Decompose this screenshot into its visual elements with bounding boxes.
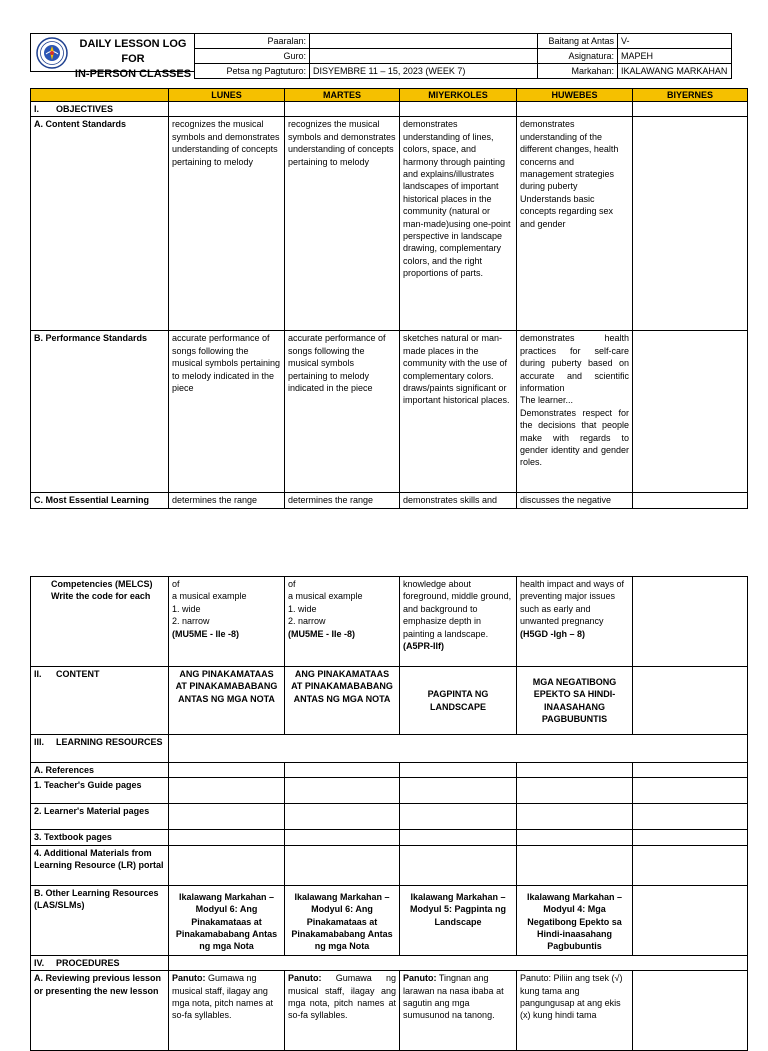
melc-cell: [633, 577, 748, 667]
melc-cell: discusses the negative: [517, 493, 633, 508]
teachers-guide-label: 1. Teacher's Guide pages: [31, 778, 169, 804]
lesson-log-title: [71, 37, 195, 82]
guro-value: [310, 49, 538, 64]
baitang-label: Baitang at Antas: [538, 34, 618, 49]
asignatura-label: Asignatura:: [538, 49, 618, 64]
learning-resources-label: III. LEARNING RESOURCES: [31, 735, 169, 763]
melc-row-start: [31, 493, 748, 508]
review-cell: Panuto: Gumawa ng musical staff, ilagay ang mga nota, pitch names at so-fa syllables.: [169, 971, 285, 1051]
corner-cell: [31, 89, 169, 102]
content-topic-cell: ANG PINAKAMATAAS AT PINAKAMABABANG ANTAS NG MGA NOTA: [169, 667, 285, 735]
performance-standard-cell: accurate performance of songs following the musical symbols pertaining to melody indicated in the piece: [285, 331, 400, 493]
review-cell: Panuto: Tingnan ang larawan na nasa ibaba at sagutin ang mga sumusunod na tanong.: [400, 971, 517, 1051]
textbook-pages-label: 3. Textbook pages: [31, 830, 169, 845]
day-lunes: LUNES: [169, 89, 285, 102]
petsa-value: DISYEMBRE 11 – 15, 2023 (WEEK 7): [310, 64, 538, 79]
objectives-heading: I. OBJECTIVES: [31, 102, 169, 117]
other-resources-label: B. Other Learning Resources (LAS/SLMs): [31, 885, 169, 955]
learning-resources-row: [31, 735, 748, 763]
additional-materials-label: 4. Additional Materials from Learning Resource (LR) portal: [31, 845, 169, 885]
content-topic-cell: ANG PINAKAMATAAS AT PINAKAMABABANG ANTAS NG MGA NOTA: [285, 667, 400, 735]
performance-standard-cell: accurate performance of songs following the musical symbols pertaining to melody indicated in the piece: [169, 331, 285, 493]
content-standards-row: [31, 117, 748, 331]
performance-standards-label: B. Performance Standards: [31, 331, 169, 493]
additional-materials-row: [31, 845, 748, 885]
melc-cell: determines the range: [169, 493, 285, 508]
melc-label-continued: Competencies (MELCS) Write the code for each: [31, 577, 169, 667]
other-resource-cell: [633, 885, 748, 955]
review-cell: [633, 971, 748, 1051]
content-row: [31, 667, 748, 735]
performance-standard-cell: [633, 331, 748, 493]
other-resource-cell: Ikalawang Markahan – Modyul 6: Ang Pinakamataas at Pinakamababang Antas ng mga Nota: [285, 885, 400, 955]
title-line-2: IN-PERSON CLASSES: [74, 68, 192, 80]
review-cell: Panuto: Gumawa ng musical staff, ilagay ang mga nota, pitch names at so-fa syllables.: [285, 971, 400, 1051]
review-lesson-label: A. Reviewing previous lesson or presenting the new lesson: [31, 971, 169, 1051]
day-biyernes: BIYERNES: [633, 89, 748, 102]
content-topic-cell: MGA NEGATIBONG EPEKTO SA HINDI-INAASAHANG PAGBUBUNTIS: [517, 667, 633, 735]
paaralan-value: [310, 34, 538, 49]
content-standard-cell: [633, 117, 748, 331]
teachers-guide-row: [31, 778, 748, 804]
other-resource-cell: Ikalawang Markahan – Modyul 4: Mga Negatibong Epekto sa Hindi-inaasahang Pagbubuntis: [517, 885, 633, 955]
day-miyerkoles: MIYERKOLES: [400, 89, 517, 102]
lesson-log-table-page-2: [30, 576, 748, 1051]
title-line-1: DAILY LESSON LOG FOR: [79, 38, 187, 65]
content-standard-cell: demonstrates understanding of the different changes, health concerns and management strategies during puberty Understands basic concepts regarding sex and gender: [517, 117, 633, 331]
content-standard-cell: recognizes the musical symbols and demonstrates understanding of concepts pertaining to melody: [285, 117, 400, 331]
header-title-block: [30, 33, 194, 80]
content-label: II. CONTENT: [31, 667, 169, 735]
deped-seal-icon: [36, 37, 68, 69]
melc-cell: of a musical example 1. wide 2. narrow (MU5ME - IIe -8): [285, 577, 400, 667]
melc-cell: knowledge about foreground, middle ground, and background to emphasize depth in painting a landscape. (A5PR-IIf): [400, 577, 517, 667]
content-topic-cell: PAGPINTA NG LANDSCAPE: [400, 667, 517, 735]
procedures-label: IV. PROCEDURES: [31, 955, 169, 970]
review-cell: Panuto: Piliin ang tsek (√) kung tama ang pangungusap at ang ekis (x) kung hindi tama: [517, 971, 633, 1051]
references-label: A. References: [31, 763, 169, 778]
melc-cell: of a musical example 1. wide 2. narrow (MU5ME - IIe -8): [169, 577, 285, 667]
melc-label: C. Most Essential Learning: [31, 493, 169, 508]
references-row: [31, 763, 748, 778]
melc-cell: [633, 493, 748, 508]
melc-cell: determines the range: [285, 493, 400, 508]
paaralan-label: Paaralan:: [195, 34, 310, 49]
day-huwebes: HUWEBES: [517, 89, 633, 102]
markahan-value: IKALAWANG MARKAHAN: [618, 64, 732, 79]
header-info-table: [194, 33, 732, 79]
learners-material-label: 2. Learner's Material pages: [31, 804, 169, 830]
content-standard-cell: demonstrates understanding of lines, colors, space, and harmony through painting and explains/illustrates landscapes of important historical places in the community (natural or man-made)using one-point perspective in landscape drawing, complementary colors, and the right proportions of parts.: [400, 117, 517, 331]
other-resource-cell: Ikalawang Markahan – Modyul 5: Pagpinta ng Landscape: [400, 885, 517, 955]
learners-material-row: [31, 804, 748, 830]
content-standards-label: A. Content Standards: [31, 117, 169, 331]
content-topic-cell: [633, 667, 748, 735]
performance-standards-row: [31, 331, 748, 493]
melc-cell: health impact and ways of preventing major issues such as early and unwanted pregnancy (H5GD -Igh – 8): [517, 577, 633, 667]
asignatura-value: MAPEH: [618, 49, 732, 64]
weekday-header-row: [31, 89, 748, 102]
other-resource-cell: Ikalawang Markahan – Modyul 6: Ang Pinakamataas at Pinakamababang Antas ng mga Nota: [169, 885, 285, 955]
melc-row-continued: [31, 577, 748, 667]
guro-label: Guro:: [195, 49, 310, 64]
markahan-label: Markahan:: [538, 64, 618, 79]
objectives-heading-row: [31, 102, 748, 117]
textbook-pages-row: [31, 830, 748, 845]
content-standard-cell: recognizes the musical symbols and demonstrates understanding of concepts pertaining to melody: [169, 117, 285, 331]
petsa-label: Petsa ng Pagtuturo:: [195, 64, 310, 79]
other-resources-row: [31, 885, 748, 955]
day-martes: MARTES: [285, 89, 400, 102]
baitang-value: V-: [618, 34, 732, 49]
lesson-log-table-page-1: [30, 88, 748, 509]
performance-standard-cell: sketches natural or man-made places in the community with the use of complementary colors. draws/paints significant or important historical places.: [400, 331, 517, 493]
procedures-heading-row: [31, 955, 748, 970]
review-lesson-row: [31, 971, 748, 1051]
performance-standard-cell: demonstrates health practices for self-care during puberty based on accurate and scientific information The learner... Demonstrates respect for the decisions that people make with regards to gender identity and gender roles.: [517, 331, 633, 493]
melc-cell: demonstrates skills and: [400, 493, 517, 508]
